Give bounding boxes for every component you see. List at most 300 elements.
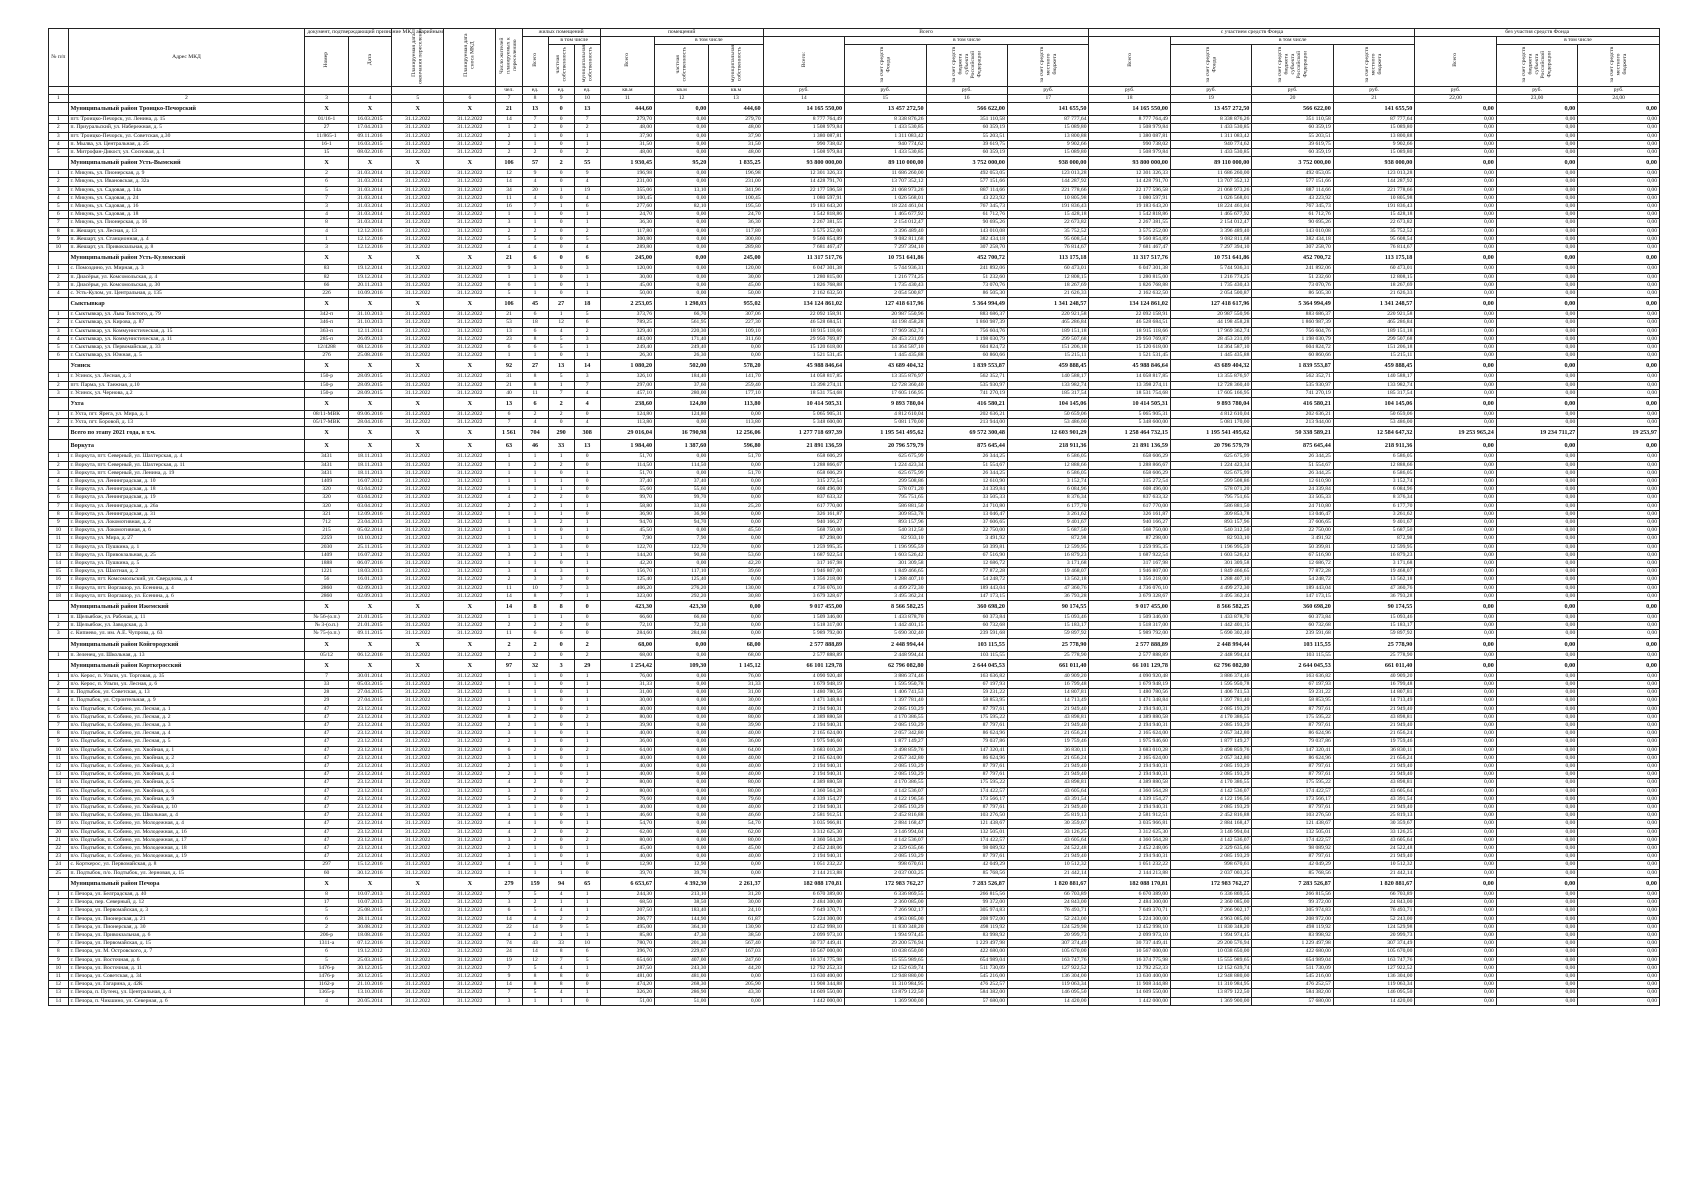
value-cell: 0,00 bbox=[655, 771, 709, 779]
value-cell: 60 359,19 bbox=[926, 149, 1007, 157]
value-cell: 1 254,42 bbox=[600, 659, 654, 672]
address-cell: г. Воркута, пгт. Северный, ул. Шахтерская, д. 11 bbox=[68, 461, 305, 469]
value-cell: 0,00 bbox=[1496, 630, 1577, 638]
value-cell: 0 bbox=[548, 689, 574, 697]
value-cell: 4 142 536,07 bbox=[1170, 787, 1251, 795]
value-cell: 3 683 010,28 bbox=[763, 746, 844, 754]
value-cell: 18.08.2016 bbox=[348, 931, 391, 939]
value-cell: 5 348 600,00 bbox=[1089, 419, 1170, 427]
table-row bbox=[49, 746, 1660, 754]
value-cell: 83 998,92 bbox=[1252, 931, 1333, 939]
value-cell: 0,00 bbox=[1578, 659, 1660, 672]
address-cell: п. Подтыбок, ул. Советская, д. 13 bbox=[68, 689, 305, 697]
table-row bbox=[49, 244, 1660, 252]
value-cell: 0,00 bbox=[1415, 461, 1496, 469]
value-cell: 28.09.2015 bbox=[348, 381, 391, 389]
value-cell: 1 561 bbox=[496, 427, 522, 440]
value-cell: 28.09.2015 bbox=[348, 373, 391, 381]
value-cell: 277,60 bbox=[600, 203, 654, 211]
value-cell: 0,00 bbox=[655, 804, 709, 812]
value-cell: 144 287,92 bbox=[1333, 178, 1415, 186]
value-cell: 0 bbox=[574, 461, 600, 469]
value-cell: 0,00 bbox=[1496, 713, 1577, 721]
value-cell: 12 948 880,00 bbox=[1170, 972, 1251, 980]
value-cell: 16 374 775,98 bbox=[763, 956, 844, 964]
value-cell: 0,00 bbox=[1415, 502, 1496, 510]
value-cell: 1 877 149,27 bbox=[1170, 738, 1251, 746]
value-cell: 0,00 bbox=[1578, 972, 1660, 980]
value-cell: 0,00 bbox=[709, 486, 763, 494]
value-cell: 320 bbox=[305, 494, 348, 502]
value-cell: 08.12.2016 bbox=[348, 343, 391, 351]
value-cell: 1 bbox=[574, 559, 600, 567]
value-cell: 3 bbox=[496, 730, 522, 738]
table-row bbox=[49, 124, 1660, 132]
value-cell: 0,00 bbox=[655, 746, 709, 754]
value-cell: 40,00 bbox=[600, 705, 654, 713]
value-cell: 2 bbox=[574, 149, 600, 157]
value-cell: 0,00 bbox=[655, 738, 709, 746]
value-cell: 1 bbox=[305, 235, 348, 243]
value-cell: 5 bbox=[496, 289, 522, 297]
value-cell: 0,00 bbox=[1496, 763, 1577, 771]
table-row bbox=[49, 518, 1660, 526]
value-cell: 87 797,61 bbox=[926, 771, 1007, 779]
value-cell: 15 183,17 bbox=[1333, 622, 1415, 630]
value-cell: 7 266 902,17 bbox=[1170, 907, 1251, 915]
value-cell: 0,00 bbox=[1578, 132, 1660, 140]
value-cell: 21 656,24 bbox=[1007, 730, 1089, 738]
value-cell: 6 bbox=[496, 907, 522, 915]
value-cell: № 75-(о.п.) bbox=[305, 630, 348, 638]
value-cell: 79 037,86 bbox=[926, 738, 1007, 746]
value-cell: 31.12.2022 bbox=[392, 227, 444, 235]
value-cell: 0,00 bbox=[1415, 899, 1496, 907]
value-cell: 20 999,73 bbox=[1333, 931, 1415, 939]
value-cell: 2 581 912,51 bbox=[763, 812, 844, 820]
value-cell: 0,00 bbox=[1578, 211, 1660, 219]
value-cell: 0,00 bbox=[1415, 622, 1496, 630]
value-cell: 23.12.2014 bbox=[348, 787, 391, 795]
value-cell: 0,00 bbox=[1496, 281, 1577, 289]
value-cell: 21 949,40 bbox=[1007, 722, 1089, 730]
value-cell: 40,00 bbox=[709, 771, 763, 779]
column-number-cell: 18 bbox=[1089, 95, 1170, 103]
value-cell: 0,00 bbox=[1578, 828, 1660, 836]
value-cell: 0,00 bbox=[1496, 335, 1577, 343]
value-cell: 31.12.2022 bbox=[444, 469, 496, 477]
value-cell: 58 853,95 bbox=[1252, 697, 1333, 705]
value-cell: 1 bbox=[522, 861, 548, 869]
row-number: 10 bbox=[49, 244, 69, 252]
value-cell: 60 732,68 bbox=[1252, 622, 1333, 630]
value-cell: 231,00 bbox=[709, 178, 763, 186]
value-cell: 1 bbox=[522, 681, 548, 689]
value-cell: 109,30 bbox=[655, 659, 709, 672]
value-cell: 0 bbox=[548, 681, 574, 689]
value-cell: 31.12.2022 bbox=[444, 853, 496, 861]
value-cell: 2 194 940,31 bbox=[1089, 705, 1170, 713]
value-cell: 12 599,95 bbox=[1007, 543, 1089, 551]
value-cell: 0,00 bbox=[1415, 194, 1496, 202]
value-cell: 1 820 881,67 bbox=[1007, 877, 1089, 890]
value-cell: 97 bbox=[496, 659, 522, 672]
value-cell: 60 473,01 bbox=[1333, 265, 1415, 273]
header-without-fund: без участия средств Фонда bbox=[1415, 29, 1660, 37]
value-cell: 13 562,18 bbox=[1333, 576, 1415, 584]
value-cell: 0,00 bbox=[1496, 622, 1577, 630]
value-cell: 31,33 bbox=[709, 681, 763, 689]
value-cell: 31.12.2022 bbox=[392, 149, 444, 157]
table-row bbox=[49, 335, 1660, 343]
value-cell: 22 177 596,58 bbox=[1089, 186, 1170, 194]
table-row bbox=[49, 614, 1660, 622]
address-cell: г. Воркута, пгт. Воргашор, ул. Есенина, д. 4 bbox=[68, 584, 305, 592]
value-cell: 1 bbox=[522, 804, 548, 812]
table-row bbox=[49, 311, 1660, 319]
address-cell: п/о. Подтыбок, п. Собино, ул. Лесная, д. 4 bbox=[68, 730, 305, 738]
value-cell: 658 606,29 bbox=[763, 469, 844, 477]
value-cell: 1 bbox=[496, 559, 522, 567]
unit-cell: руб. bbox=[845, 86, 926, 94]
value-cell: 0,00 bbox=[655, 828, 709, 836]
value-cell: 2 bbox=[574, 787, 600, 795]
value-cell: 9 017 455,00 bbox=[763, 601, 844, 614]
value-cell: 1 bbox=[496, 352, 522, 360]
value-cell: 12 bbox=[522, 956, 548, 964]
table-row bbox=[49, 381, 1660, 389]
value-cell: 0 bbox=[548, 273, 574, 281]
value-cell: 1 bbox=[574, 931, 600, 939]
value-cell: 0,00 bbox=[1578, 124, 1660, 132]
row-number: 3 bbox=[49, 327, 69, 335]
value-cell: 31.12.2022 bbox=[392, 964, 444, 972]
value-cell: 5 744 936,31 bbox=[1170, 265, 1251, 273]
value-cell: 1 bbox=[574, 907, 600, 915]
value-cell: 289,80 bbox=[709, 244, 763, 252]
value-cell: 1 224 423,34 bbox=[845, 461, 926, 469]
value-cell: 25.03.2015 bbox=[348, 956, 391, 964]
value-cell: 5 690 302,40 bbox=[845, 630, 926, 638]
value-cell: 1 298,03 bbox=[655, 298, 709, 311]
value-cell: 0,00 bbox=[655, 219, 709, 227]
value-cell: 5 364 994,49 bbox=[926, 298, 1007, 311]
value-cell: 29 bbox=[574, 659, 600, 672]
value-cell: 1 826 768,88 bbox=[1089, 281, 1170, 289]
value-cell: 7 681 467,47 bbox=[763, 244, 844, 252]
value-cell: 0,00 bbox=[1415, 527, 1496, 535]
row-number: 2 bbox=[49, 681, 69, 689]
value-cell: 0,00 bbox=[1578, 956, 1660, 964]
value-cell: 7 bbox=[574, 381, 600, 389]
value-cell: 175 595,22 bbox=[926, 713, 1007, 721]
table-row bbox=[49, 820, 1660, 828]
value-cell: 31.12.2022 bbox=[444, 510, 496, 518]
value-cell: 474,20 bbox=[600, 981, 654, 989]
value-cell: 2 085 193,29 bbox=[845, 771, 926, 779]
value-cell: 1 bbox=[522, 132, 548, 140]
value-cell: 0,00 bbox=[709, 543, 763, 551]
value-cell: 0,00 bbox=[1496, 812, 1577, 820]
value-cell: 31.12.2022 bbox=[392, 899, 444, 907]
value-cell: 4 090 920,48 bbox=[763, 672, 844, 680]
value-cell: 0 bbox=[574, 972, 600, 980]
value-cell: 1 195 541 495,62 bbox=[1170, 427, 1251, 440]
value-cell: 3 bbox=[574, 335, 600, 343]
value-cell: 1 984,40 bbox=[600, 440, 654, 453]
value-cell: 33 bbox=[548, 940, 574, 948]
value-cell: 76 493,71 bbox=[1007, 907, 1089, 915]
value-cell: 68,00 bbox=[600, 651, 654, 659]
value-cell: 47 bbox=[305, 705, 348, 713]
value-cell: 86 624,96 bbox=[1252, 754, 1333, 762]
value-cell: 0,00 bbox=[1578, 568, 1660, 576]
value-cell: 0,00 bbox=[1578, 931, 1660, 939]
value-cell: 0,00 bbox=[1496, 410, 1577, 418]
address-cell: п. Диасёрья, ул. Комсомольская, д. 30 bbox=[68, 281, 305, 289]
value-cell: 92 bbox=[496, 360, 522, 373]
header-cost-local: за счет средств местного бюджета bbox=[1007, 45, 1089, 86]
value-cell: 37 606,65 bbox=[926, 518, 1007, 526]
value-cell: 37,60 bbox=[655, 381, 709, 389]
row-number: 11 bbox=[49, 535, 69, 543]
value-cell: 0,00 bbox=[709, 997, 763, 1005]
value-cell: 0,00 bbox=[1496, 601, 1577, 614]
value-cell: 80,00 bbox=[709, 836, 763, 844]
value-cell: 12 603 901,29 bbox=[1007, 427, 1089, 440]
value-cell: 147 320,41 bbox=[926, 746, 1007, 754]
value-cell: 22 673,82 bbox=[1007, 219, 1089, 227]
value-cell: 8 338 876,26 bbox=[845, 116, 926, 124]
value-cell: 10 567 000,00 bbox=[763, 948, 844, 956]
value-cell: 31.12.2022 bbox=[444, 651, 496, 659]
value-cell: 4 bbox=[522, 178, 548, 186]
value-cell: 2 bbox=[548, 410, 574, 418]
value-cell: 0,00 bbox=[1578, 518, 1660, 526]
row-number: 1 bbox=[49, 116, 69, 124]
value-cell: 95,20 bbox=[655, 157, 709, 170]
value-cell: 31.12.2022 bbox=[392, 820, 444, 828]
value-cell: 0,00 bbox=[1415, 659, 1496, 672]
value-cell: 1 bbox=[574, 738, 600, 746]
value-cell: 625 675,99 bbox=[1170, 453, 1251, 461]
address-cell: г. Микунь, ул. Пионерская, д. 16 bbox=[68, 219, 305, 227]
value-cell: 45 988 846,64 bbox=[763, 360, 844, 373]
row-number: 12 bbox=[49, 981, 69, 989]
value-cell: 57 680,00 bbox=[1252, 997, 1333, 1005]
value-cell: 1 994 974,45 bbox=[1170, 931, 1251, 939]
value-cell: 608 496,00 bbox=[1089, 486, 1170, 494]
value-cell: 0,00 bbox=[1578, 453, 1660, 461]
value-cell: 7 bbox=[548, 389, 574, 397]
value-cell: 7 297 394,10 bbox=[1170, 244, 1251, 252]
value-cell: 119 063,34 bbox=[1333, 981, 1415, 989]
table-row bbox=[49, 140, 1660, 148]
table-row bbox=[49, 804, 1660, 812]
table-row bbox=[49, 502, 1660, 510]
table-row bbox=[49, 754, 1660, 762]
value-cell: 1 bbox=[574, 672, 600, 680]
value-cell: 87 797,61 bbox=[926, 853, 1007, 861]
value-cell: 15 089,80 bbox=[1007, 124, 1089, 132]
value-cell: 241 892,06 bbox=[1252, 265, 1333, 273]
value-cell: 5 bbox=[522, 235, 548, 243]
value-cell: 14 bbox=[496, 915, 522, 923]
value-cell: 175 595,22 bbox=[1252, 713, 1333, 721]
value-cell: 213 944,00 bbox=[1252, 419, 1333, 427]
value-cell: 2 bbox=[522, 779, 548, 787]
address-cell: г. Воркута, ул. Привокзальная, д. 25 bbox=[68, 551, 305, 559]
row-number: 7 bbox=[49, 219, 69, 227]
value-cell: 21 949,40 bbox=[1333, 804, 1415, 812]
address-cell: г. Печора, ул. Пионерская, д. 30 bbox=[68, 923, 305, 931]
value-cell: 14 bbox=[496, 178, 522, 186]
value-cell: 31.12.2022 bbox=[444, 335, 496, 343]
table-row bbox=[49, 576, 1660, 584]
value-cell: 6 336 869,55 bbox=[845, 890, 926, 898]
value-cell: 141 655,50 bbox=[1333, 103, 1415, 116]
value-cell: 31.12.2022 bbox=[392, 869, 444, 877]
value-cell: 10 567 000,00 bbox=[1089, 948, 1170, 956]
value-cell: 990 738,02 bbox=[1089, 140, 1170, 148]
value-cell: 0,00 bbox=[1496, 592, 1577, 600]
value-cell: 12 728 360,40 bbox=[845, 381, 926, 389]
group-total-row bbox=[49, 440, 1660, 453]
value-cell: 416 580,21 bbox=[1252, 397, 1333, 410]
value-cell: 23.12.2014 bbox=[348, 746, 391, 754]
value-cell: 2 bbox=[522, 836, 548, 844]
value-cell: 47 bbox=[305, 779, 348, 787]
value-cell: 31.12.2022 bbox=[392, 244, 444, 252]
value-cell: 1311-а bbox=[305, 940, 348, 948]
value-cell: 1 229 497,98 bbox=[926, 940, 1007, 948]
value-cell: 0,00 bbox=[1415, 116, 1496, 124]
value-cell: 0,00 bbox=[1496, 543, 1577, 551]
value-cell: 0,00 bbox=[655, 252, 709, 265]
value-cell: 201,30 bbox=[655, 940, 709, 948]
value-cell: 11 310 984,95 bbox=[1170, 981, 1251, 989]
value-cell: 60 860,66 bbox=[1252, 352, 1333, 360]
value-cell: 12 256,06 bbox=[709, 427, 763, 440]
value-cell: 15 428,18 bbox=[1333, 211, 1415, 219]
value-cell: 1 442 000,00 bbox=[763, 997, 844, 1005]
value-cell: 9 893 780,04 bbox=[845, 397, 926, 410]
row-number: 10 bbox=[49, 746, 69, 754]
value-cell: 0,00 bbox=[655, 713, 709, 721]
value-cell: 31.12.2022 bbox=[444, 730, 496, 738]
value-cell: 114,50 bbox=[600, 461, 654, 469]
value-cell: 712 bbox=[305, 518, 348, 526]
value-cell: 144,20 bbox=[600, 551, 654, 559]
value-cell: 10 512,32 bbox=[1007, 861, 1089, 869]
value-cell: 31.12.2022 bbox=[392, 477, 444, 485]
value-cell: 0,00 bbox=[1415, 244, 1496, 252]
value-cell: 2 bbox=[574, 779, 600, 787]
column-number-cell: 6 bbox=[444, 95, 496, 103]
value-cell: 31.12.2022 bbox=[392, 972, 444, 980]
value-cell: 0,00 bbox=[1496, 845, 1577, 853]
value-cell: 43 605,64 bbox=[1333, 836, 1415, 844]
value-cell: 31.12.2022 bbox=[444, 502, 496, 510]
value-cell: 31.12.2022 bbox=[444, 373, 496, 381]
value-cell: 90 695,26 bbox=[1252, 219, 1333, 227]
value-cell: 1 bbox=[574, 845, 600, 853]
value-cell: 51,00 bbox=[600, 997, 654, 1005]
value-cell: 0 bbox=[548, 845, 574, 853]
value-cell: 09.11.2015 bbox=[348, 630, 391, 638]
value-cell: 16 374 775,98 bbox=[1089, 956, 1170, 964]
value-cell: 1 bbox=[548, 997, 574, 1005]
value-cell: 93 800 000,00 bbox=[763, 157, 844, 170]
value-cell: 5 364 994,49 bbox=[1252, 298, 1333, 311]
value-cell: 4 360 564,28 bbox=[1089, 787, 1170, 795]
value-cell: 0,00 bbox=[1578, 527, 1660, 535]
value-cell: 4 170 386,55 bbox=[1170, 713, 1251, 721]
value-cell: 11/865-1 bbox=[305, 132, 348, 140]
value-cell: 31.12.2022 bbox=[444, 981, 496, 989]
value-cell: 31.12.2022 bbox=[392, 853, 444, 861]
value-cell: 06.07.2016 bbox=[348, 559, 391, 567]
value-cell: 31.12.2022 bbox=[392, 997, 444, 1005]
value-cell: 54,70 bbox=[600, 820, 654, 828]
value-cell: X bbox=[444, 659, 496, 672]
value-cell: 1 bbox=[496, 469, 522, 477]
value-cell: 1 826 768,88 bbox=[763, 281, 844, 289]
value-cell: 0,00 bbox=[1578, 116, 1660, 124]
value-cell: X bbox=[305, 397, 348, 410]
value-cell: 0,00 bbox=[1415, 697, 1496, 705]
value-cell: 4 122 196,56 bbox=[845, 795, 926, 803]
value-cell: 1 679 948,19 bbox=[763, 681, 844, 689]
column-number-cell: 9 bbox=[548, 95, 574, 103]
value-cell: 2 bbox=[496, 763, 522, 771]
value-cell: 25.08.2015 bbox=[348, 907, 391, 915]
address-cell: г. Воркута, ул. Пушкина, д. 1 bbox=[68, 543, 305, 551]
value-cell: 23.04.2013 bbox=[348, 518, 391, 526]
value-cell: 43 223,92 bbox=[926, 194, 1007, 202]
value-cell: 5 bbox=[548, 335, 574, 343]
value-cell: 13 355 876,97 bbox=[1170, 373, 1251, 381]
value-cell: 104 145,06 bbox=[1007, 397, 1089, 410]
value-cell: 31.12.2022 bbox=[392, 203, 444, 211]
value-cell: 16.03.2015 bbox=[348, 116, 391, 124]
value-cell: 26 344,25 bbox=[1252, 469, 1333, 477]
value-cell: 220,30 bbox=[655, 327, 709, 335]
value-cell: 43 bbox=[522, 940, 548, 948]
value-cell: 18 267,69 bbox=[1007, 281, 1089, 289]
value-cell: 15 120 618,00 bbox=[763, 343, 844, 351]
header-without-fund-local: за счет средств местного бюджета bbox=[1578, 45, 1660, 86]
value-cell: 0 bbox=[548, 853, 574, 861]
value-cell: 2 bbox=[522, 638, 548, 651]
value-cell: 51,70 bbox=[709, 453, 763, 461]
value-cell: 31.12.2022 bbox=[392, 861, 444, 869]
value-cell: 0,00 bbox=[1578, 746, 1660, 754]
value-cell: 561,95 bbox=[655, 319, 709, 327]
value-cell: 189 443,04 bbox=[926, 584, 1007, 592]
value-cell: 0,00 bbox=[1496, 551, 1577, 559]
row-number: 6 bbox=[49, 713, 69, 721]
value-cell: 85,80 bbox=[600, 931, 654, 939]
value-cell: 134 124 861,02 bbox=[763, 298, 844, 311]
address-cell: г. Воркута, ул. Ленинградская, д. 26а bbox=[68, 502, 305, 510]
address-cell: г. Печора, ул. Восточная, д. 6 bbox=[68, 956, 305, 964]
table-row bbox=[49, 890, 1660, 898]
value-cell: 27 bbox=[522, 360, 548, 373]
value-cell: 87 797,61 bbox=[1252, 705, 1333, 713]
value-cell: 150-р bbox=[305, 373, 348, 381]
value-cell: 4 bbox=[574, 419, 600, 427]
